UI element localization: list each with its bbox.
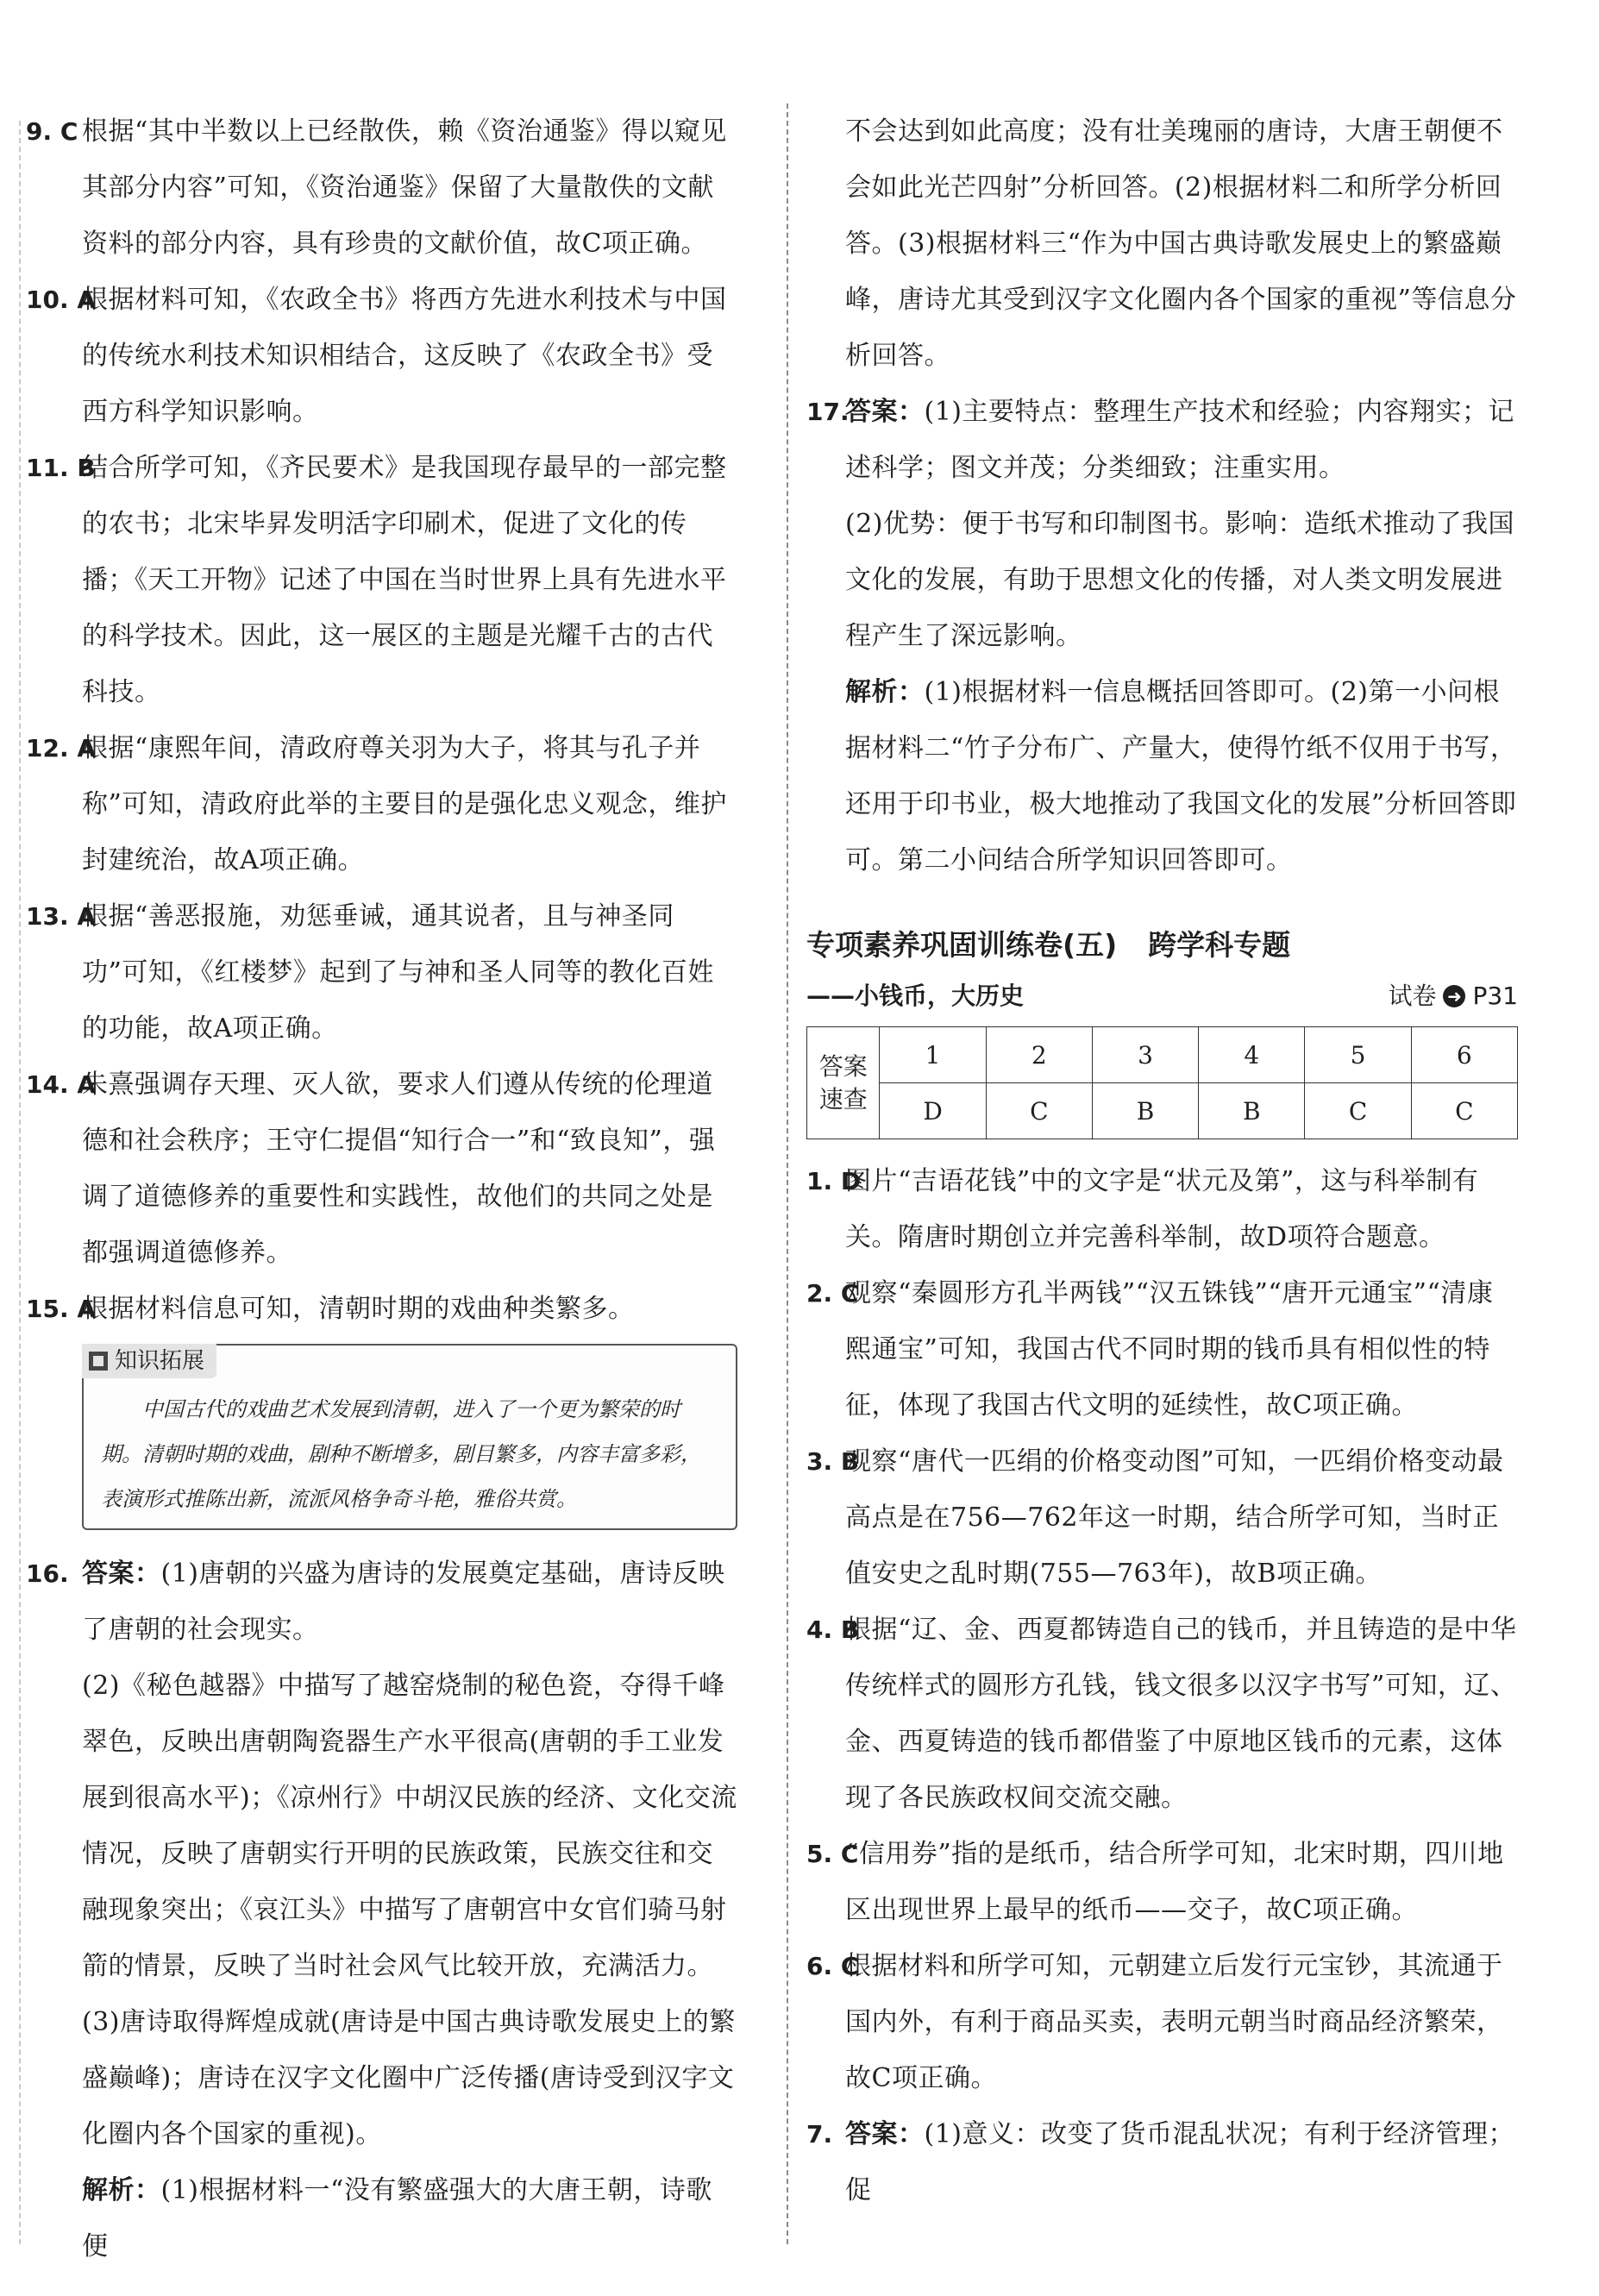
table-cell-answer: B <box>1199 1083 1305 1139</box>
answer-text: 朱熹强调存天理、灭人欲，要求人们遵从传统的伦理道德和社会秩序；王守仁提倡“知行合一”和“致良知”，强调了道德修养的重要性和实践性，故他们的共同之处是都强调道德修养。 <box>82 1070 716 1268</box>
knowledge-text: 中国古代的戏曲艺术发展到清朝，进入了一个更为繁荣的时期。清朝时期的戏曲，剧种不断增多，剧目繁多，内容丰富多彩，表演形式推陈出新，流派风格争奇斗艳，雅俗共赏。 <box>101 1397 701 1511</box>
answer-text: (1)意义：改变了货币混乱状况；有利于经济管理；促 <box>845 2119 1514 2205</box>
table-row <box>807 1027 1518 1083</box>
section-topic: 跨学科专题 <box>1148 928 1291 962</box>
answer-item-17 <box>806 384 1518 496</box>
question-number: 4. B <box>806 1615 860 1644</box>
arrow-right-icon: ➜ <box>1443 985 1465 1007</box>
question-number: 6. C <box>806 1952 859 1980</box>
right-column <box>806 104 1518 2218</box>
question-number: 3. B <box>806 1447 860 1476</box>
question-number: 5. C <box>806 1840 859 1868</box>
section-subtitle: ——小钱币，大历史 <box>806 982 1025 1010</box>
answer-text: 根据“康熙年间，清政府尊关羽为大子，将其与孔子并称”可知，清政府此举的主要目的是强化忠义观念，维护封建统治，故A项正确。 <box>82 733 727 875</box>
analysis-16-continued: 不会达到如此高度；没有壮美瑰丽的唐诗，大唐王朝便不会如此光芒四射”分析回答。(2)根据材料二和所学分析回答。(3)根据材料三“作为中国古典诗歌发展史上的繁盛巅峰，唐诗尤其受到汉字文化圈内各个国家的重视”等信息分析回答。 <box>845 116 1517 371</box>
answer-part-2: (2)《秘色越器》中描写了越窑烧制的秘色瓷，夺得千峰翠色，反映出唐朝陶瓷器生产水平很高(唐朝的手工业发展到很高水平)；《凉州行》中胡汉民族的经济、文化交流情况，反映了唐朝实行开明的民族政策，民族交往和交融现象突出；《哀江头》中描写了唐朝宫中女官们骑马射箭的情景，反映了当时社会风气比较开放，充满活力。 <box>82 1671 737 1981</box>
answer-text: 观察“唐代一匹绢的价格变动图”可知，一匹绢价格变动最高点是在756—762年这一时期，结合所学可知，当时正值安史之乱时期(755—763年)，故B项正确。 <box>845 1446 1504 1589</box>
answer-item-12 <box>26 720 737 888</box>
answer-text: 根据材料可知，《农政全书》将西方先进水利技术与中国的传统水利技术知识相结合，这反映了《农政全书》受西方科学知识影响。 <box>82 285 727 427</box>
question-number: 17. <box>806 398 850 426</box>
answer-item-9 <box>26 104 737 272</box>
section-title-text: 专项素养巩固训练卷(五) <box>806 928 1118 962</box>
paper-reference <box>1388 975 1518 1018</box>
analysis-label: 解析： <box>845 677 925 707</box>
analysis-16 <box>82 2162 737 2274</box>
question-number: 1. D <box>806 1167 862 1195</box>
answer-text: 观察“秦圆形方孔半两钱”“汉五铢钱”“唐开元通宝”“清康熙通宝”可知，我国古代不同时期的钱币具有相似性的特征，体现了我国古代文明的延续性，故C项正确。 <box>845 1278 1494 1421</box>
table-cell-answer: C <box>986 1083 1092 1139</box>
table-cell-answer: C <box>1305 1083 1411 1139</box>
table-cell-number: 1 <box>880 1027 986 1083</box>
answer-text: 根据“其中半数以上已经散佚，赖《资治通鉴》得以窥见其部分内容”可知，《资治通鉴》保留了大量散佚的文献资料的部分内容，具有珍贵的文献价值，故C项正确。 <box>82 116 727 259</box>
table-cell-number: 5 <box>1305 1027 1411 1083</box>
question-number: 11. B <box>26 454 96 482</box>
answer-part-3: (3)唐诗取得辉煌成就(唐诗是中国古典诗歌发展史上的繁盛巅峰)；唐诗在汉字文化圈中广泛传播(唐诗受到汉字文化圈内各个国家的重视)。 <box>82 2007 736 2149</box>
answer-item-r4 <box>806 1602 1518 1826</box>
answer-quick-table <box>806 1026 1518 1139</box>
answer-label: 答案： <box>845 397 925 427</box>
left-margin-rule <box>19 121 21 2244</box>
question-number: 13. A <box>26 902 97 931</box>
paper-ref-page: P31 <box>1472 982 1518 1010</box>
answer-item-r2 <box>806 1265 1518 1433</box>
table-cell-number: 3 <box>1092 1027 1198 1083</box>
answer-part-1: (1)主要特点：整理生产技术和经验；内容翔实；记述科学；图文并茂；分类细致；注重实用。 <box>845 397 1514 483</box>
answer-part-2: (2)优势：便于书写和印制图书。影响：造纸术推动了我国文化的发展，有助于思想文化的传播，对人类文明发展进程产生了深远影响。 <box>845 509 1514 651</box>
analysis-text: (1)根据材料一“没有繁盛强大的大唐王朝，诗歌便 <box>82 2175 712 2261</box>
analysis-label: 解析： <box>82 2175 161 2205</box>
table-cell-answer: D <box>880 1083 986 1139</box>
question-number: 10. A <box>26 285 97 314</box>
knowledge-header-label: 知识拓展 <box>115 1348 205 1374</box>
answer-item-r5 <box>806 1826 1518 1938</box>
book-icon <box>89 1352 108 1371</box>
answer-item-r7 <box>806 2106 1518 2218</box>
answer-text: “信用券”指的是纸币，结合所学可知，北宋时期，四川地区出现世界上最早的纸币——交子，故C项正确。 <box>845 1839 1504 1925</box>
question-number: 15. A <box>26 1295 97 1323</box>
answer-text: 根据“辽、金、西夏都铸造自己的钱币，并且铸造的是中华传统样式的圆形方孔钱，钱文很多以汉字书写”可知，辽、金、西夏铸造的钱币都借鉴了中原地区钱币的元素，这体现了各民族政权间交流交融。 <box>845 1615 1517 1813</box>
answer-item-15 <box>26 1281 737 1337</box>
column-divider <box>787 104 788 2244</box>
question-number: 14. A <box>26 1070 97 1099</box>
table-cell-answer: C <box>1411 1083 1517 1139</box>
knowledge-header <box>82 1344 216 1378</box>
table-label: 答案 速查 <box>807 1027 880 1139</box>
answer-item-10 <box>26 272 737 440</box>
section-subtitle-row <box>806 975 1518 1018</box>
analysis-text: (1)根据材料一信息概括回答即可。(2)第一小问根据材料二“竹子分布广、产量大，使得竹纸不仅用于书写，还用于印书业，极大地推动了我国文化的发展”分析回答即可。第二小问结合所学知识回答即可。 <box>845 677 1517 875</box>
answer-item-r3 <box>806 1433 1518 1602</box>
question-number: 12. A <box>26 734 97 762</box>
table-row <box>807 1083 1518 1139</box>
answer-item-14 <box>26 1057 737 1281</box>
answer-text: 根据材料信息可知，清朝时期的戏曲种类繁多。 <box>82 1294 635 1324</box>
question-number: 16. <box>26 1559 69 1588</box>
answer-text: 根据材料和所学可知，元朝建立后发行元宝钞，其流通于国内外，有利于商品买卖，表明元朝当时商品经济繁荣，故C项正确。 <box>845 1951 1503 2093</box>
question-number: 9. C <box>26 117 78 146</box>
answer-item-16 <box>26 1546 737 1658</box>
answer-part-1: (1)唐朝的兴盛为唐诗的发展奠定基础，唐诗反映了唐朝的社会现实。 <box>82 1559 725 1645</box>
question-number: 2. C <box>806 1279 859 1308</box>
table-cell-answer: B <box>1092 1083 1198 1139</box>
knowledge-extension-box <box>82 1344 737 1530</box>
answer-item-11 <box>26 440 737 720</box>
question-number: 7. <box>806 2120 833 2149</box>
paper-ref-label: 试卷 <box>1388 982 1437 1010</box>
table-cell-number: 4 <box>1199 1027 1305 1083</box>
answer-text: 结合所学可知，《齐民要术》是我国现存最早的一部完整的农书；北宋毕昇发明活字印刷术，促进了文化的传播；《天工开物》记述了中国在当时世界上具有先进水平的科学技术。因此，这一展区的主题是光耀千古的古代科技。 <box>82 453 727 707</box>
answer-text: 根据“善恶报施，劝惩垂诫，通其说者，且与神圣同功”可知，《红楼梦》起到了与神和圣人同等的教化百姓的功能，故A项正确。 <box>82 901 714 1044</box>
left-column <box>26 104 737 2274</box>
answer-item-13 <box>26 888 737 1057</box>
section-title <box>806 923 1518 968</box>
answer-label: 答案： <box>82 1559 161 1589</box>
table-cell-number: 6 <box>1411 1027 1517 1083</box>
answer-item-r6 <box>806 1938 1518 2106</box>
answer-text: 图片“吉语花钱”中的文字是“状元及第”，这与科举制有关。隋唐时期创立并完善科举制，故D项符合题意。 <box>845 1166 1479 1252</box>
answer-label: 答案： <box>845 2119 925 2149</box>
analysis-17 <box>845 664 1518 888</box>
table-cell-number: 2 <box>986 1027 1092 1083</box>
answer-item-r1 <box>806 1153 1518 1265</box>
